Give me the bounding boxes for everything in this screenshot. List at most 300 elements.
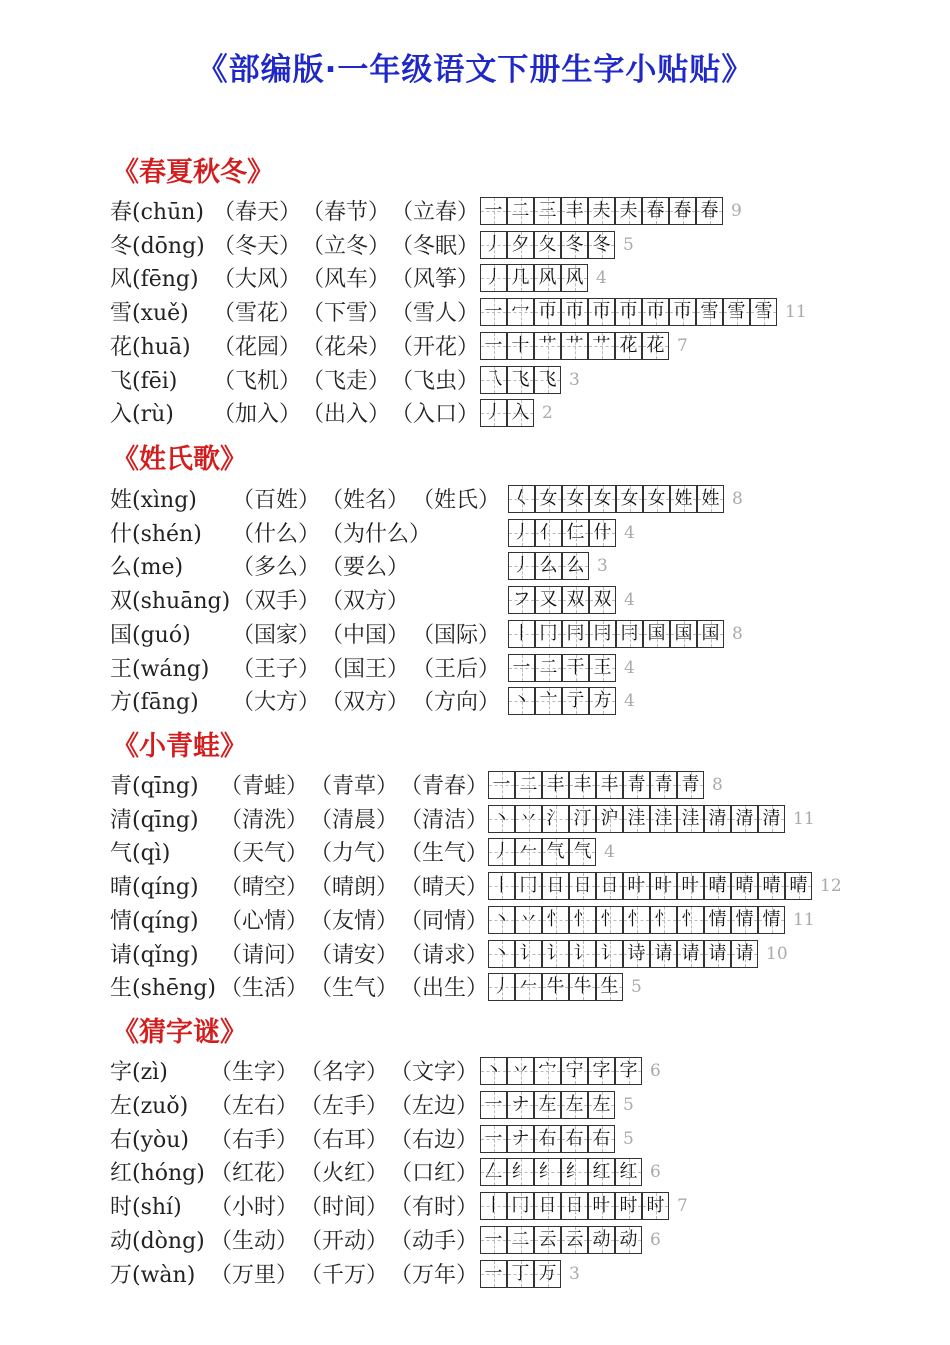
stroke-cell: 丨: [488, 872, 515, 900]
stroke-cell: 讠: [569, 940, 596, 968]
stroke-cell: 丿: [480, 264, 507, 292]
stroke-cell: 牛: [569, 973, 596, 1001]
word-phrase: （晴空）: [220, 875, 309, 901]
stroke-order-grid: [480, 298, 777, 326]
word-phrase: （中国）: [321, 622, 410, 648]
stroke-cell: 丰: [542, 771, 569, 799]
stroke-cell: 干: [562, 654, 589, 682]
stroke-cell: 女: [589, 485, 616, 513]
stroke-cell: 清: [704, 805, 731, 833]
word-phrase: （青蛙）: [220, 774, 309, 799]
stroke-cell: 王: [589, 654, 616, 682]
stroke-cell: 晴: [758, 872, 785, 900]
word-phrase: （左右）: [210, 1093, 299, 1119]
word-phrase: （方向）: [412, 690, 501, 716]
stroke-cell: 风: [534, 264, 561, 292]
stroke-cell: 晴: [731, 872, 758, 900]
stroke-cell: 宁: [561, 1057, 588, 1085]
word-phrase: （文字）: [390, 1060, 479, 1085]
stroke-order-grid: [480, 197, 723, 225]
word-phrase: （姓氏）: [412, 488, 501, 513]
stroke-cell: 冂: [507, 1192, 534, 1220]
word-phrase: （生活）: [220, 976, 309, 1002]
stroke-cell: 丿: [508, 519, 535, 547]
stroke-cell: 纟: [561, 1158, 588, 1186]
stroke-cell: 丰: [569, 771, 596, 799]
word-phrase: （口红）: [390, 1161, 479, 1187]
word-phrase: （国王）: [321, 656, 410, 682]
stroke-cell: 晴: [704, 872, 731, 900]
word-phrase: （力气）: [310, 841, 399, 867]
character-with-pinyin: 什(shén): [110, 521, 202, 547]
character-with-pinyin: 清(qīng): [110, 807, 199, 833]
stroke-order-grid: [480, 1057, 642, 1085]
stroke-order-grid: [480, 332, 669, 360]
word-phrase: （双手）: [232, 589, 321, 615]
stroke-cell: 𠂉: [515, 973, 542, 1001]
word-phrase: （风筝）: [391, 267, 480, 293]
stroke-cell: 忄: [650, 906, 677, 934]
character-with-pinyin: 冬(dōng): [110, 233, 205, 259]
stroke-count: 6: [650, 1061, 661, 1081]
stroke-cell: 清: [731, 805, 758, 833]
stroke-cell: 气: [569, 838, 596, 866]
stroke-cell: 云: [561, 1226, 588, 1254]
stroke-cell: 丨: [480, 1192, 507, 1220]
stroke-cell: フ: [508, 586, 535, 614]
word-phrase: （姓名）: [321, 488, 410, 513]
stroke-cell: 气: [542, 838, 569, 866]
character-with-pinyin: 字(zì): [110, 1060, 168, 1085]
stroke-cell: 夫: [615, 197, 642, 225]
stroke-order-grid: [488, 805, 785, 833]
stroke-cell: 丰: [561, 197, 588, 225]
stroke-order-grid: [480, 1192, 669, 1220]
stroke-cell: 洼: [650, 805, 677, 833]
stroke-cell: 忄: [623, 906, 650, 934]
word-phrase: （请问）: [220, 942, 309, 968]
stroke-count: 4: [624, 691, 635, 712]
stroke-count: 11: [793, 808, 815, 829]
stroke-order-grid: [508, 485, 724, 513]
stroke-cell: 雪: [723, 298, 750, 326]
stroke-cell: 忄: [542, 906, 569, 934]
stroke-cell: 入: [507, 399, 534, 427]
stroke-cell: 三: [534, 197, 561, 225]
page-title: 《部编版·一年级语文下册生字小贴贴》: [196, 52, 754, 88]
lesson-title: 《姓氏歌》: [112, 444, 247, 475]
stroke-cell: 汀: [569, 805, 596, 833]
stroke-cell: 女: [643, 485, 670, 513]
stroke-cell: 日: [596, 872, 623, 900]
word-phrase: （出生）: [400, 976, 489, 1002]
word-phrase: （千万）: [300, 1262, 389, 1288]
stroke-cell: 夫: [588, 197, 615, 225]
stroke-order-grid: [508, 519, 616, 547]
stroke-cell: 左: [534, 1091, 561, 1119]
word-phrase: （要么）: [321, 555, 410, 581]
character-with-pinyin: 红(hóng): [110, 1161, 205, 1187]
stroke-cell: 右: [588, 1125, 615, 1153]
stroke-order-grid: [480, 264, 588, 292]
stroke-count: 4: [624, 522, 635, 543]
character-with-pinyin: 晴(qíng): [110, 875, 199, 901]
stroke-count: 4: [624, 590, 635, 611]
stroke-count: 9: [731, 201, 742, 221]
word-phrase: （双方）: [321, 690, 410, 716]
word-phrase: （开花）: [391, 334, 480, 360]
character-with-pinyin: 姓(xìng): [110, 488, 197, 513]
stroke-cell: 红: [588, 1158, 615, 1186]
character-with-pinyin: 气(qì): [110, 841, 171, 867]
stroke-cell: 丰: [596, 771, 623, 799]
word-phrase: （万里）: [210, 1262, 299, 1288]
stroke-cell: 旪: [623, 872, 650, 900]
stroke-count: 8: [712, 775, 723, 795]
stroke-cell: 冬: [561, 231, 588, 259]
word-phrase: （晴朗）: [310, 875, 399, 901]
stroke-cell: 女: [535, 485, 562, 513]
stroke-cell: 一: [480, 298, 507, 326]
character-with-pinyin: 左(zuǒ): [110, 1093, 189, 1119]
stroke-order-grid: [488, 940, 758, 968]
character-with-pinyin: 双(shuāng): [110, 589, 231, 615]
stroke-count: 8: [732, 489, 743, 509]
word-phrase: （清洁）: [400, 807, 489, 833]
stroke-cell: 纟: [534, 1158, 561, 1186]
stroke-cell: 青: [650, 771, 677, 799]
stroke-count: 11: [793, 909, 815, 930]
word-phrase: （春节）: [302, 200, 391, 225]
lesson-title: 《春夏秋冬》: [112, 157, 274, 188]
stroke-cell: 宀: [534, 1057, 561, 1085]
stroke-cell: 丷: [507, 1057, 534, 1085]
word-phrase: （飞虫）: [391, 368, 480, 394]
stroke-cell: 旪: [588, 1192, 615, 1220]
word-phrase: （心情）: [220, 908, 309, 934]
stroke-cell: 讠: [515, 940, 542, 968]
stroke-cell: 春: [696, 197, 723, 225]
stroke-cell: 请: [704, 940, 731, 968]
character-with-pinyin: 生(shēng): [110, 976, 216, 1002]
character-with-pinyin: 万(wàn): [110, 1262, 196, 1288]
word-phrase: （万年）: [390, 1262, 479, 1288]
stroke-cell: 旪: [650, 872, 677, 900]
word-phrase: （右耳）: [300, 1127, 389, 1153]
stroke-cell: 冖: [507, 298, 534, 326]
character-with-pinyin: 情(qíng): [110, 908, 199, 934]
stroke-cell: 纟: [507, 1158, 534, 1186]
stroke-cell: 忄: [596, 906, 623, 934]
stroke-cell: 二: [507, 197, 534, 225]
stroke-cell: 冃: [562, 620, 589, 648]
stroke-cell: 女: [562, 485, 589, 513]
stroke-cell: 么: [535, 552, 562, 580]
stroke-cell: 么: [562, 552, 589, 580]
stroke-cell: 日: [534, 1192, 561, 1220]
word-phrase: （清晨）: [310, 807, 399, 833]
stroke-cell: 方: [589, 687, 616, 715]
stroke-cell: 一: [508, 654, 535, 682]
word-phrase: （什么）: [232, 521, 321, 547]
word-phrase: （百姓）: [232, 488, 321, 513]
stroke-cell: 字: [615, 1057, 642, 1085]
word-phrase: （左边）: [390, 1093, 479, 1119]
word-phrase: （生气）: [400, 841, 489, 867]
stroke-cell: 丿: [488, 973, 515, 1001]
stroke-cell: 丨: [508, 620, 535, 648]
stroke-cell: 亍: [562, 687, 589, 715]
character-with-pinyin: 春(chūn): [110, 200, 204, 225]
word-phrase: （立冬）: [302, 233, 391, 259]
character-with-pinyin: 方(fāng): [110, 690, 199, 716]
word-phrase: （青草）: [310, 774, 399, 799]
word-phrase: （王后）: [412, 656, 501, 682]
word-phrase: （国际）: [412, 622, 501, 648]
word-phrase: （右边）: [390, 1127, 479, 1153]
stroke-order-grid: [488, 973, 623, 1001]
stroke-cell: 丿: [480, 231, 507, 259]
stroke-cell: 双: [562, 586, 589, 614]
stroke-order-grid: [480, 1125, 615, 1153]
word-phrase: （大方）: [232, 690, 321, 716]
word-phrase: （晴天）: [400, 875, 489, 901]
stroke-cell: 动: [615, 1226, 642, 1254]
word-phrase: （冬天）: [213, 233, 302, 259]
stroke-cell: 亠: [535, 687, 562, 715]
stroke-count: 4: [624, 657, 635, 678]
word-phrase: （春天）: [213, 200, 302, 225]
word-phrase: （多么）: [232, 555, 321, 581]
stroke-order-grid: [480, 1260, 561, 1288]
stroke-cell: 旪: [677, 872, 704, 900]
stroke-cell: 情: [758, 906, 785, 934]
stroke-count: 5: [631, 977, 642, 998]
stroke-cell: 飞: [534, 366, 561, 394]
word-phrase: （花园）: [213, 334, 302, 360]
stroke-cell: 字: [588, 1057, 615, 1085]
stroke-cell: ナ: [507, 1125, 534, 1153]
stroke-count: 3: [597, 556, 608, 577]
word-phrase: （小时）: [210, 1195, 299, 1221]
stroke-cell: 讠: [596, 940, 623, 968]
word-phrase: （王子）: [232, 656, 321, 682]
stroke-count: 2: [542, 403, 553, 424]
stroke-order-grid: [480, 1091, 615, 1119]
stroke-cell: 时: [615, 1192, 642, 1220]
stroke-cell: 雪: [750, 298, 777, 326]
stroke-cell: 丶: [488, 940, 515, 968]
stroke-count: 7: [677, 1196, 688, 1217]
word-phrase: （清洗）: [220, 807, 309, 833]
stroke-cell: 二: [515, 771, 542, 799]
stroke-cell: 云: [534, 1226, 561, 1254]
word-phrase: （雪人）: [391, 301, 480, 327]
stroke-cell: 𠂉: [515, 838, 542, 866]
stroke-count: 3: [569, 1263, 580, 1284]
stroke-cell: 丶: [480, 1057, 507, 1085]
character-with-pinyin: 花(huā): [110, 334, 191, 360]
stroke-cell: 艹: [534, 332, 561, 360]
stroke-cell: 洼: [677, 805, 704, 833]
lesson-title: 《猜字谜》: [112, 1017, 247, 1048]
stroke-cell: 万: [534, 1260, 561, 1288]
stroke-count: 5: [623, 1128, 634, 1149]
stroke-cell: 又: [535, 586, 562, 614]
stroke-cell: 丁: [507, 1260, 534, 1288]
stroke-cell: 青: [677, 771, 704, 799]
stroke-cell: 丶: [488, 805, 515, 833]
word-phrase: （青春）: [400, 774, 489, 799]
stroke-cell: 冂: [515, 872, 542, 900]
character-with-pinyin: 飞(fēi): [110, 368, 178, 394]
stroke-cell: 清: [758, 805, 785, 833]
stroke-count: 5: [623, 1094, 634, 1115]
word-phrase: （风车）: [302, 267, 391, 293]
stroke-count: 11: [785, 302, 807, 323]
stroke-cell: 花: [615, 332, 642, 360]
stroke-cell: 艹: [561, 332, 588, 360]
word-phrase: （飞机）: [213, 368, 302, 394]
character-with-pinyin: 时(shí): [110, 1195, 182, 1221]
stroke-cell: 丿: [480, 399, 507, 427]
word-phrase: （右手）: [210, 1127, 299, 1153]
stroke-count: 6: [650, 1162, 661, 1183]
stroke-count: 4: [596, 268, 607, 289]
word-phrase: （火红）: [300, 1161, 389, 1187]
character-with-pinyin: 青(qīng): [110, 774, 199, 799]
stroke-cell: 丿: [488, 838, 515, 866]
stroke-cell: 夕: [507, 231, 534, 259]
stroke-cell: 晴: [785, 872, 812, 900]
stroke-cell: ナ: [507, 1091, 534, 1119]
word-phrase: （国家）: [232, 622, 321, 648]
word-phrase: （加入）: [213, 402, 302, 428]
word-phrase: （入口）: [391, 402, 480, 428]
character-with-pinyin: 国(guó): [110, 622, 191, 648]
stroke-order-grid: [480, 1226, 642, 1254]
stroke-count: 8: [732, 623, 743, 644]
stroke-cell: 丶: [508, 687, 535, 715]
word-phrase: （友情）: [310, 908, 399, 934]
stroke-cell: 亻: [535, 519, 562, 547]
word-phrase: （出入）: [302, 402, 391, 428]
stroke-cell: 乁: [480, 366, 507, 394]
stroke-cell: 𡿨: [508, 485, 535, 513]
stroke-cell: 冂: [535, 620, 562, 648]
stroke-order-grid: [488, 771, 704, 799]
word-phrase: （立春）: [391, 200, 480, 225]
word-phrase: （动手）: [390, 1229, 479, 1254]
stroke-cell: 春: [642, 197, 669, 225]
word-phrase: （左手）: [300, 1093, 389, 1119]
stroke-cell: 艹: [588, 332, 615, 360]
character-with-pinyin: 么(me): [110, 555, 184, 581]
character-with-pinyin: 右(yòu): [110, 1127, 190, 1153]
stroke-cell: 飞: [507, 366, 534, 394]
stroke-cell: 氵: [542, 805, 569, 833]
stroke-cell: 春: [669, 197, 696, 225]
word-phrase: （大风）: [213, 267, 302, 293]
word-phrase: （花朵）: [302, 334, 391, 360]
stroke-order-grid: [508, 654, 616, 682]
stroke-cell: 忄: [677, 906, 704, 934]
stroke-order-grid: [508, 586, 616, 614]
stroke-cell: 几: [507, 264, 534, 292]
stroke-order-grid: [480, 399, 534, 427]
stroke-cell: 洼: [623, 805, 650, 833]
stroke-order-grid: [508, 687, 616, 715]
stroke-cell: 青: [623, 771, 650, 799]
stroke-cell: 一: [480, 332, 507, 360]
stroke-cell: 国: [670, 620, 697, 648]
stroke-cell: 情: [731, 906, 758, 934]
stroke-cell: 一: [480, 1091, 507, 1119]
stroke-order-grid: [488, 906, 785, 934]
word-phrase: （同情）: [400, 908, 489, 934]
stroke-cell: 帀: [615, 298, 642, 326]
stroke-cell: 请: [650, 940, 677, 968]
stroke-cell: 日: [542, 872, 569, 900]
stroke-cell: 雪: [696, 298, 723, 326]
word-phrase: （生气）: [310, 976, 399, 1002]
character-with-pinyin: 风(fēng): [110, 267, 199, 293]
lesson-title: 《小青蛙》: [112, 731, 247, 762]
stroke-cell: 花: [642, 332, 669, 360]
stroke-cell: 冬: [588, 231, 615, 259]
stroke-cell: 帀: [588, 298, 615, 326]
stroke-cell: 冃: [616, 620, 643, 648]
stroke-cell: 一: [480, 1125, 507, 1153]
stroke-cell: 请: [677, 940, 704, 968]
word-phrase: （雪花）: [213, 301, 302, 327]
word-phrase: （天气）: [220, 841, 309, 867]
stroke-cell: 风: [561, 264, 588, 292]
stroke-count: 5: [623, 234, 634, 255]
stroke-count: 10: [766, 943, 788, 964]
stroke-cell: 姓: [670, 485, 697, 513]
stroke-cell: 右: [561, 1125, 588, 1153]
stroke-cell: 冃: [589, 620, 616, 648]
stroke-cell: 丷: [515, 906, 542, 934]
stroke-order-grid: [488, 872, 812, 900]
stroke-cell: 姓: [697, 485, 724, 513]
stroke-cell: 日: [561, 1192, 588, 1220]
stroke-cell: 帀: [561, 298, 588, 326]
stroke-count: 4: [604, 842, 615, 863]
stroke-cell: 一: [480, 1260, 507, 1288]
word-phrase: （请求）: [400, 942, 489, 968]
stroke-cell: 诗: [623, 940, 650, 968]
word-phrase: （名字）: [300, 1060, 389, 1085]
stroke-cell: 红: [615, 1158, 642, 1186]
stroke-order-grid: [488, 838, 596, 866]
stroke-count: 3: [569, 369, 580, 390]
stroke-order-grid: [508, 552, 589, 580]
word-phrase: （红花）: [210, 1161, 299, 1187]
stroke-cell: 女: [616, 485, 643, 513]
stroke-order-grid: [480, 1158, 642, 1186]
stroke-cell: 请: [731, 940, 758, 968]
stroke-cell: 沪: [596, 805, 623, 833]
stroke-count: 7: [677, 335, 688, 356]
stroke-cell: 右: [534, 1125, 561, 1153]
stroke-cell: 忄: [569, 906, 596, 934]
stroke-cell: 𠃋: [480, 1158, 507, 1186]
stroke-order-grid: [480, 366, 561, 394]
character-with-pinyin: 动(dòng): [110, 1229, 205, 1254]
word-phrase: （时间）: [300, 1195, 389, 1221]
